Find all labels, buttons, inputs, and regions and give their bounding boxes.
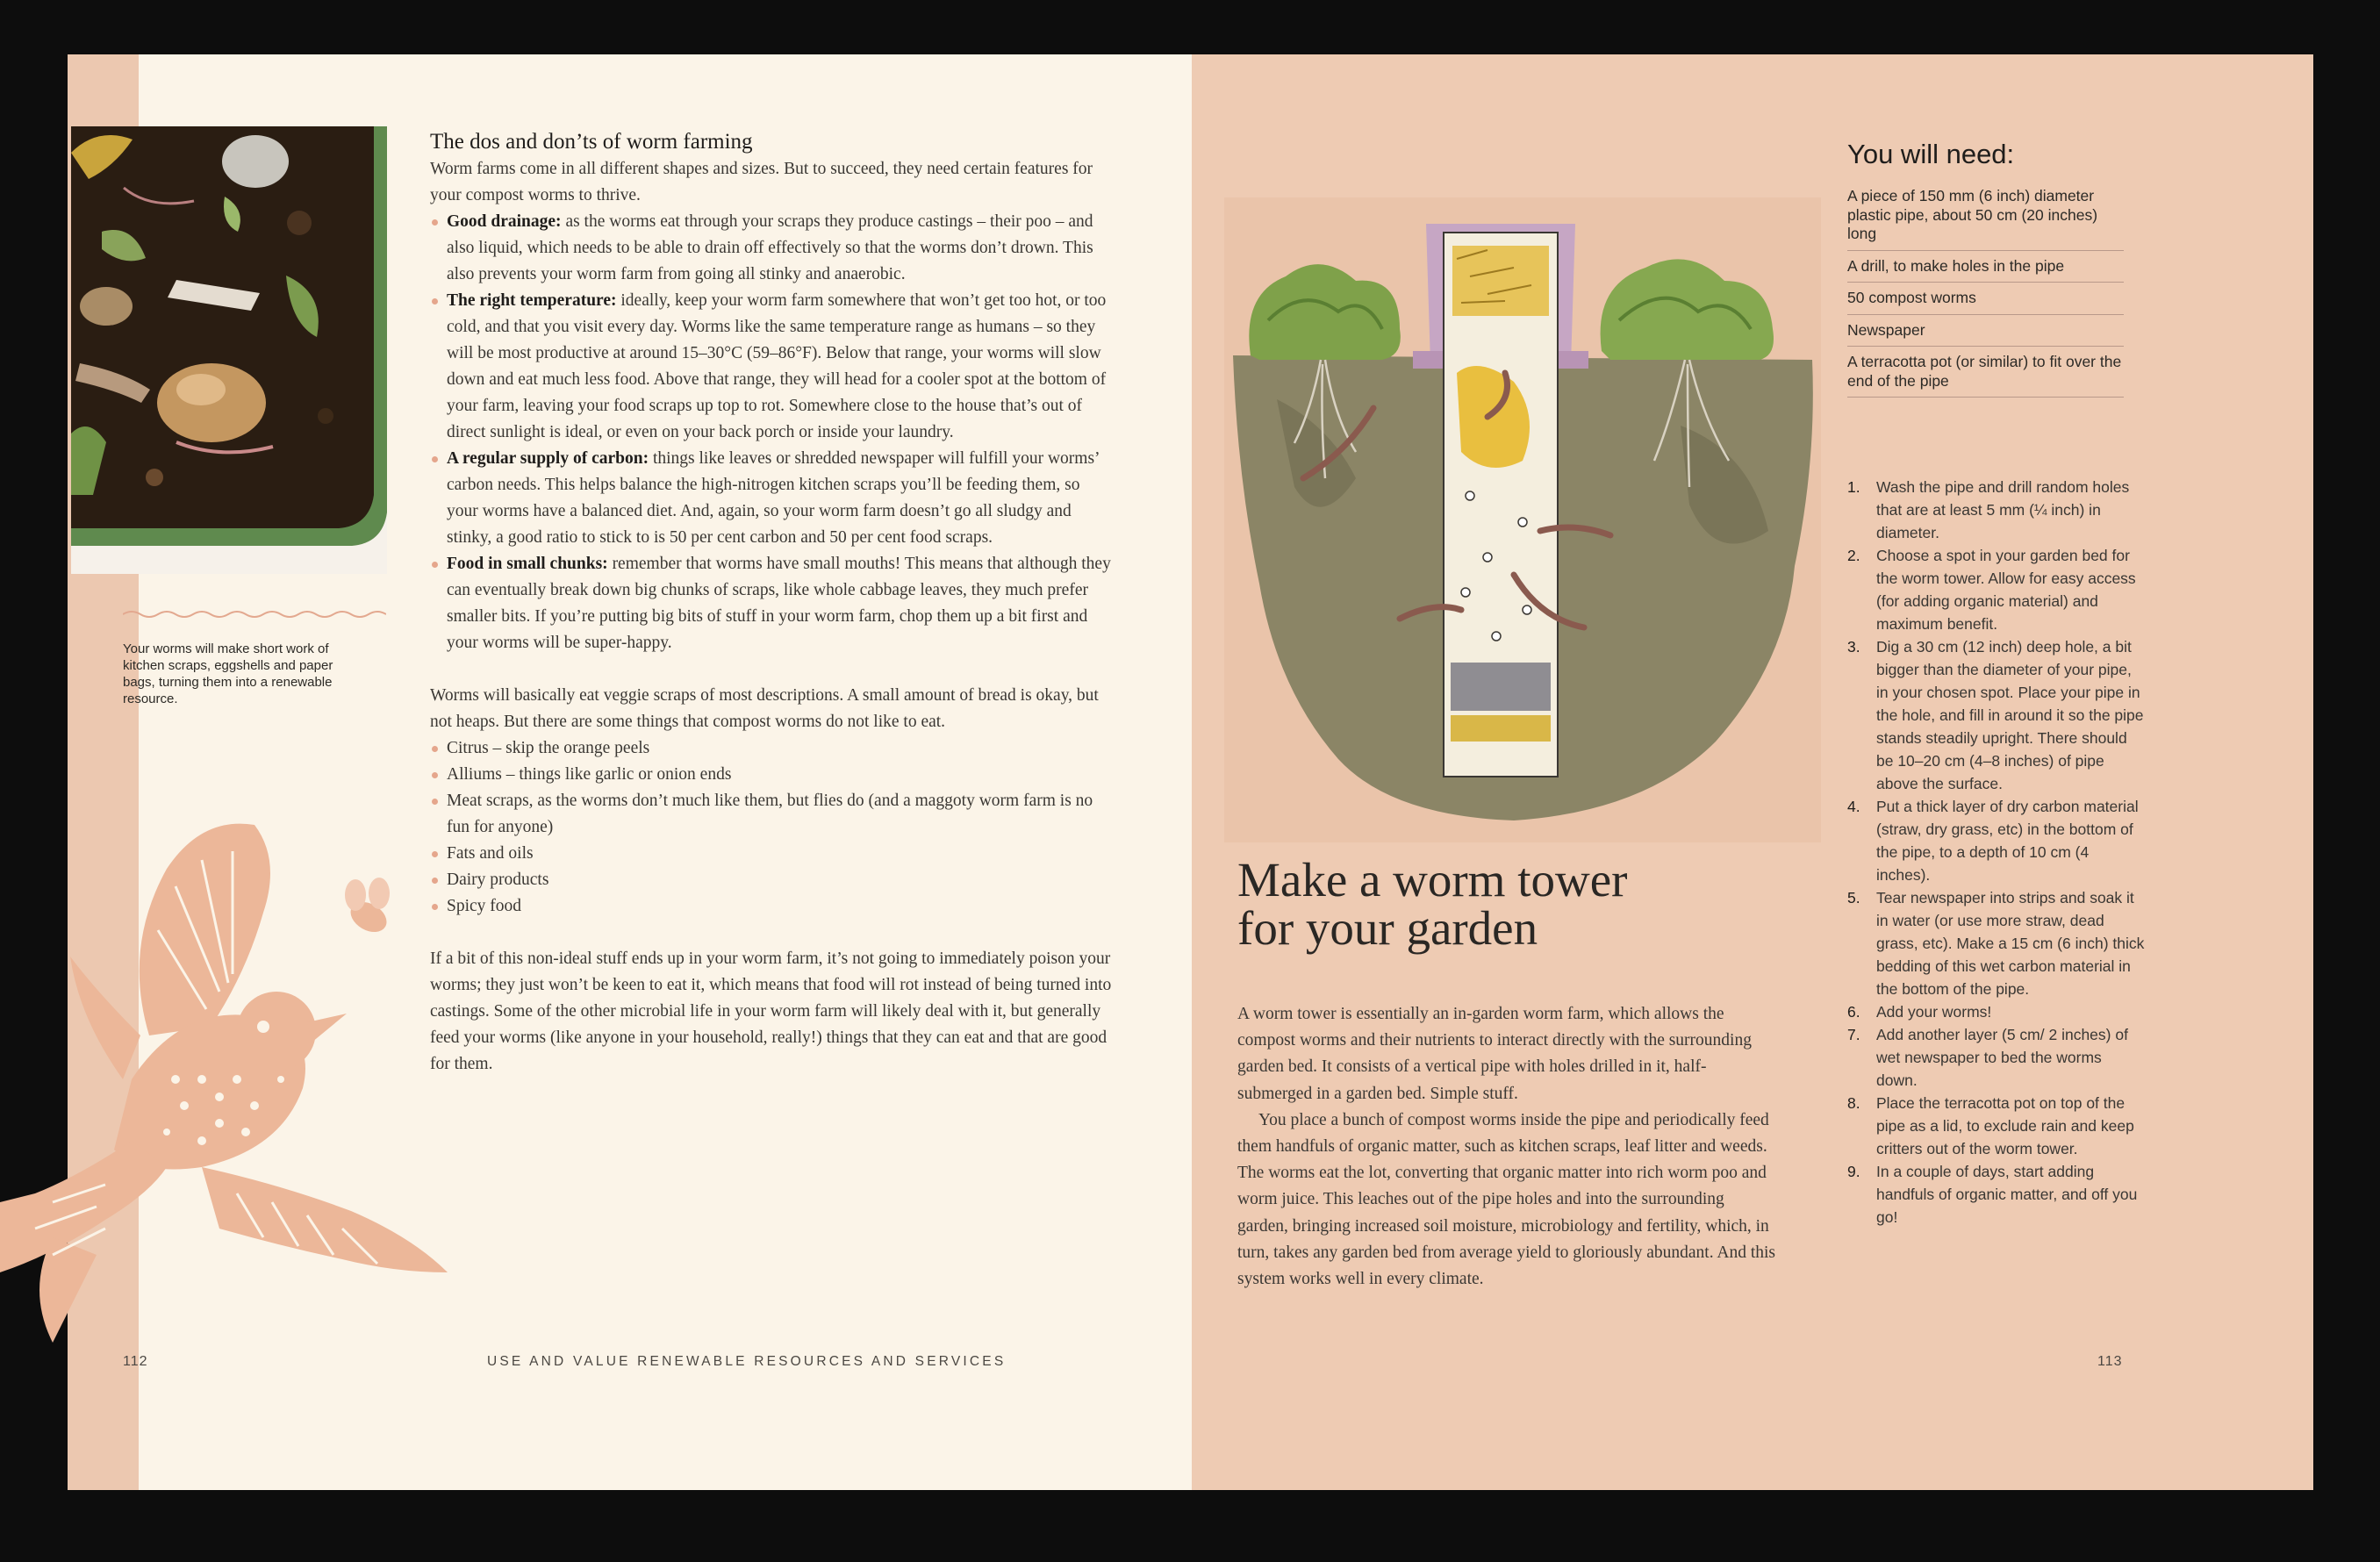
article-intro: Worm farms come in all different shapes and sizes. But to succeed, they need certain features for your compost worms to thrive.	[430, 160, 1093, 204]
step-number: 9.	[1847, 1163, 1860, 1180]
list-item: 50 compost worms	[1847, 283, 2124, 315]
feature-text: things like leaves or shredded newspaper will fulfill your worms’ carbon needs. This helps balance the high-nitrogen kitchen scraps you’ll be feeding them, so your worms have a balanced diet. And, again, so your worm farm doesn’t go all sludgy and stinky, a good ratio to stick to is 50 per cent carbon and 50 per cent food scraps.	[447, 449, 1100, 547]
list-item	[1847, 1023, 2146, 1092]
feature-term: Food in small chunks:	[447, 555, 608, 573]
feature-term: Good drainage:	[447, 212, 562, 231]
list-item	[1847, 1000, 2146, 1023]
step-text: Add another layer (5 cm/ 2 inches) of wet newspaper to bed the worms down.	[1876, 1026, 2128, 1089]
list-item: Alliums – things like garlic or onion ends	[430, 762, 1115, 788]
project-intro	[1237, 1001, 1777, 1293]
step-text: Choose a spot in your garden bed for the worm tower. Allow for easy access (for adding organic material) and maximum benefit.	[1876, 547, 2136, 633]
step-number: 5.	[1847, 889, 1860, 906]
step-number: 6.	[1847, 1003, 1860, 1021]
list-item	[430, 209, 1115, 288]
list-item: Spicy food	[430, 893, 1115, 920]
step-number: 3.	[1847, 638, 1860, 656]
list-item	[1847, 1160, 2146, 1229]
list-item: A terracotta pot (or similar) to fit over the end of the pipe	[1847, 347, 2124, 398]
feature-term: The right temperature:	[447, 291, 617, 310]
instruction-steps	[1847, 476, 2146, 1229]
list-item	[430, 288, 1115, 446]
list-item: A drill, to make holes in the pipe	[1847, 251, 2124, 283]
list-item	[1847, 544, 2146, 635]
step-number: 8.	[1847, 1094, 1860, 1112]
list-item	[1847, 795, 2146, 886]
list-item: Citrus – skip the orange peels	[430, 735, 1115, 762]
list-item: A piece of 150 mm (6 inch) diameter plastic pipe, about 50 cm (20 inches) long	[1847, 181, 2124, 251]
list-item: Fats and oils	[430, 841, 1115, 867]
page-number-left: 112	[123, 1354, 148, 1369]
list-item: Dairy products	[430, 867, 1115, 893]
feature-term: A regular supply of carbon:	[447, 449, 649, 468]
step-number: 2.	[1847, 547, 1860, 564]
running-head: USE AND VALUE RENEWABLE RESOURCES AND SERVICES	[487, 1354, 1007, 1369]
feature-text: remember that worms have small mouths! This means that although they can eventually break down big chunks of scraps, like whole cabbage leaves, they much prefer smaller bits. If you’re putting big bits of stuff in your worm farm, chop them up a bit first and your worms will be super-happy.	[447, 555, 1111, 652]
list-item	[430, 551, 1115, 656]
worm-farming-article	[430, 128, 1115, 1078]
list-item	[1847, 635, 2146, 795]
feature-text: as the worms eat through your scraps they produce castings – their poo – and also liquid, which needs to be able to drain off effectively so that the worms don’t drown. This also prevents your worm farm from going all stinky and anaerobic.	[447, 212, 1093, 283]
list-item: Meat scraps, as the worms don’t much like them, but flies do (and a maggoty worm farm is no fun for anyone)	[430, 788, 1115, 841]
project-title	[1237, 853, 1764, 955]
step-number: 7.	[1847, 1026, 1860, 1043]
list-item	[1847, 1092, 2146, 1160]
intro-paragraph: You place a bunch of compost worms inside the pipe and periodically feed them handfuls of organic matter, such as kitchen scraps, leaf litter and weeds. The worms eat the lot, converting that organic matter into rich worm poo and worm juice. This leaches out of the pipe holes and into the surrounding garden, bringing increased soil moisture, microbiology and fertility, which, in turn, takes any garden bed from average yield to gloriously abundant. And this system works well in every climate.	[1237, 1110, 1776, 1289]
closing-paragraph: If a bit of this non-ideal stuff ends up in your worm farm, it’s not going to immediately poison your worms; they just won’t be keen to eat it, which means that food will rot instead of being turned into castings. Some of the other microbial life in your worm farm will likely deal with it, but generally feed your worms (like anyone in your household, really!) things that they can eat and that are good for them.	[430, 949, 1112, 1073]
step-text: Dig a 30 cm (12 inch) deep hole, a bit bigger than the diameter of your pipe, in your chosen spot. Place your pipe in the hole, and fill in around it so the pipe stands steadily upright. There should be 10–20 cm (4–8 inches) of pipe above the surface.	[1876, 638, 2144, 792]
materials-heading: You will need:	[1847, 139, 2015, 169]
step-number: 1.	[1847, 478, 1860, 496]
diet-intro: Worms will basically eat veggie scraps of most descriptions. A small amount of bread is okay, but not heaps. But there are some things that compost worms do not like to eat.	[430, 686, 1099, 731]
list-item	[1847, 476, 2146, 544]
list-item	[430, 446, 1115, 551]
intro-paragraph: A worm tower is essentially an in-garden worm farm, which allows the compost worms and their nutrients to interact directly with the surrounding garden bed. It consists of a vertical pipe with holes drilled in it, half-submerged in a garden bed. Simple stuff.	[1237, 1005, 1752, 1103]
photo-caption: Your worms will make short work of kitchen scraps, eggshells and paper bags, turning them into a renewable resource.	[123, 641, 333, 706]
wavy-divider	[123, 605, 386, 623]
avoid-list	[430, 735, 1115, 920]
bird-and-bee-illustration	[0, 816, 465, 1395]
materials-list	[1847, 181, 2124, 398]
list-item	[1847, 886, 2146, 1000]
worm-tower-illustration	[1224, 197, 1821, 842]
step-text: Wash the pipe and drill random holes that are at least 5 mm (¼ inch) in diameter.	[1876, 478, 2130, 541]
feature-list	[430, 209, 1115, 656]
article-heading: The dos and don’ts of worm farming	[430, 130, 753, 154]
project-title-line-1: Make a worm tower	[1237, 853, 1628, 906]
step-text: Put a thick layer of dry carbon material (straw, dry grass, etc) in the bottom of the pipe, to a depth of 10 cm (4 inches).	[1876, 798, 2139, 884]
step-text: Add your worms!	[1876, 1003, 1992, 1021]
worm-farm-photo	[71, 126, 387, 574]
step-text: In a couple of days, start adding handfuls of organic matter, and off you go!	[1876, 1163, 2138, 1226]
step-text: Place the terracotta pot on top of the pipe as a lid, to exclude rain and keep critters out of the worm tower.	[1876, 1094, 2134, 1157]
list-item: Newspaper	[1847, 315, 2124, 348]
project-title-line-2: for your garden	[1237, 901, 1538, 955]
step-number: 4.	[1847, 798, 1860, 815]
feature-text: ideally, keep your worm farm somewhere that won’t get too hot, or too cold, and that you visit every day. Worms like the same temperature range as humans – so they will be most productive at around 15–30°C (59–86°F). Below that range, your worms will slow down and eat much less food. Above that range, they will head for a cooler spot at the bottom of your farm, leaving your food scraps up top to rot. Somewhere close to the house that’s out of direct sunlight is ideal, or even on your back porch or inside your laundry.	[447, 291, 1107, 441]
step-text: Tear newspaper into strips and soak it in water (or use more straw, dead grass, etc). Make a 15 cm (6 inch) thick bedding of this wet carbon material in the bottom of the pipe.	[1876, 889, 2145, 998]
page-number-right: 113	[2097, 1354, 2123, 1369]
